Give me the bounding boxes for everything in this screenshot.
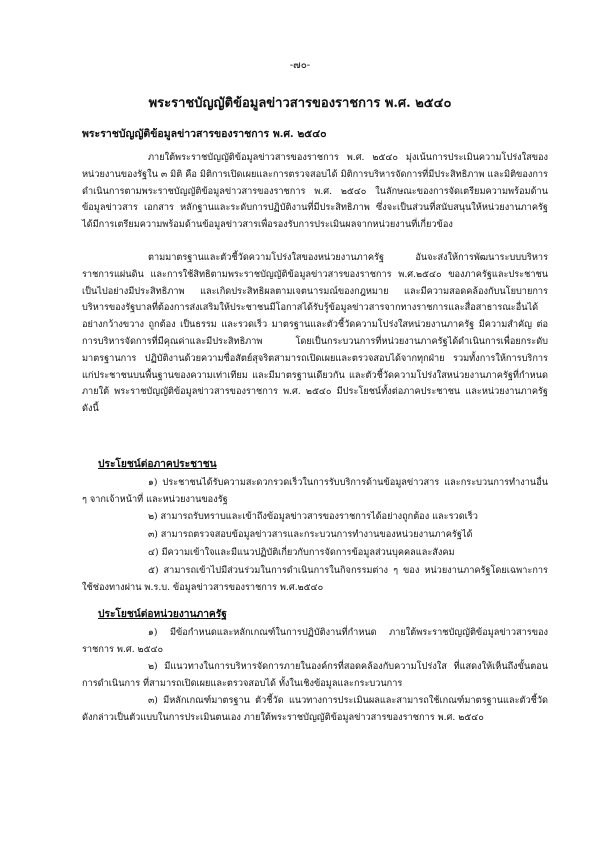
standards-paragraph bbox=[82, 250, 548, 418]
agency-benefit-item bbox=[82, 625, 548, 659]
intro-paragraph bbox=[82, 150, 548, 234]
public-benefit-text: ๔) มีความเข้าใจและมีแนวปฏิบัติเกี่ยวกับการจัดการข้อมูลส่วนบุคคลและสังคม bbox=[148, 547, 455, 558]
public-benefits-heading: ประโยชน์ต่อภาคประชาชน bbox=[98, 458, 217, 470]
public-benefit-item bbox=[82, 475, 548, 509]
public-benefit-item bbox=[82, 545, 548, 562]
public-benefit-item bbox=[82, 527, 548, 544]
agency-benefit-text: ๒) มีแนวทางในการบริหารจัดการภายในองค์กรที่สอดคล้องกับความโปร่งใส ที่แสดงให้เห็นถึงขั้นตอนการดำเนินการ ที่สามารถเปิดเผยและตรวจสอบได้ ทั้งในเชิงข้อมูลและกระบวนการ bbox=[82, 661, 548, 689]
public-benefit-text: ๕) สามารถเข้าไปมีส่วนร่วมในการดำเนินการในกิจกรรมต่าง ๆ ของ หน่วยงานภาครัฐโดยเฉพาะการใช้ช่องทางผ่าน พ.ร.บ. ข้อมูลข่าวสารของราชการ พ.ศ.๒๕๔๐ bbox=[82, 565, 548, 593]
agency-benefits-heading: ประโยชน์ต่อหน่วยงานภาครัฐ bbox=[98, 608, 227, 620]
agency-benefit-item bbox=[82, 659, 548, 693]
public-benefit-item bbox=[82, 563, 548, 597]
public-benefit-text: ๑) ประชาชนได้รับความสะดวกรวดเร็วในการรับบริการด้านข้อมูลข่าวสาร และกระบวนการทำงานอื่น ๆ จากเจ้าหน้าที่ และหน่วยงานของรัฐ bbox=[82, 477, 548, 505]
document-title: พระราชบัญญัติข้อมูลข่าวสารของราชการ พ.ศ. ๒๕๔๐ bbox=[148, 96, 452, 111]
agency-benefit-text: ๓) มีหลักเกณฑ์มาตรฐาน ตัวชี้วัด แนวทางการประเมินผลและสามารถใช้เกณฑ์มาตรฐานและตัวชี้วัดดังกล่าวเป็นตัวแบบในการประเมินตนเอง ภายใต้พระราชบัญญัติข้อมูลข่าวสารของราชการ พ.ศ. ๒๕๔๐ bbox=[82, 695, 548, 723]
public-benefit-text: ๓) สามารถตรวจสอบข้อมูลข่าวสารและกระบวนการทำงานของหน่วยงานภาครัฐได้ bbox=[148, 529, 473, 540]
public-benefit-item bbox=[82, 509, 548, 526]
intro-paragraph-text: ภายใต้พระราชบัญญัติข้อมูลข่าวสารของราชการ พ.ศ. ๒๕๔๐ มุ่งเน้นการประเมินความโปร่งใสของหน่วยงานของรัฐใน ๓ มิติ คือ มิติการเปิดเผยและการตรวจสอบได้ มิติการบริหารจัดการที่มีประสิทธิภาพ และมิติของการดำเนินการตามพระราชบัญญัติข้อมูลข่าวสารของราชการ พ.ศ. ๒๕๔๐ ในลักษณะของการจัดเตรียมความพร้อมด้านข้อมูลข่าวสาร เอกสาร หลักฐานและระดับการปฏิบัติงานที่มีประสิทธิภาพ ซึ่งจะเป็นส่วนที่สนับสนุนให้หน่วยงานภาครัฐได้มีการเตรียมความพร้อมด้านข้อมูลข่าวสารเพื่อรองรับการประเมินผลจากหน่วยงานที่เกี่ยวข้อง bbox=[82, 152, 548, 231]
section-subtitle: พระราชบัญญัติข้อมูลข่าวสารของราชการ พ.ศ. ๒๕๔๐ bbox=[82, 128, 327, 140]
agency-benefit-text: ๑) มีข้อกำหนดและหลักเกณฑ์ในการปฏิบัติงานที่กำหนด ภายใต้พระราชบัญญัติข้อมูลข่าวสารของราชการ พ.ศ. ๒๕๔๐ bbox=[82, 627, 548, 655]
public-benefit-text: ๒) สามารถรับทราบและเข้าถึงข้อมูลข่าวสารของราชการได้อย่างถูกต้อง และรวดเร็ว bbox=[148, 511, 478, 522]
agency-benefit-item bbox=[82, 693, 548, 727]
page-number: -๗๐- bbox=[289, 60, 311, 71]
standards-paragraph-text: ตามมาตรฐานและตัวชี้วัดความโปร่งใสของหน่วยงานภาครัฐ อันจะส่งให้การพัฒนาระบบบริหารราชการแผ่นดิน และการใช้สิทธิตามพระราชบัญญัติข้อมูลข่าวสารของราชการ พ.ศ.๒๕๔๐ ของภาครัฐและประชาชนเป็นไปอย่างมีประสิทธิภาพ และเกิดประสิทธิผลตามเจตนารมณ์ของกฎหมาย และมีความสอดคล้องกับนโยบายการบริหารของรัฐบาลที่ต้องการส่งเสริมให้ประชาชนมีโอกาสได้รับรู้ข้อมูลข่าวสารจากทางราชการและสื่อสาธารณะอื่นได้อย่างกว้างขวาง ถูกต้อง เป็นธรรม และรวดเร็ว มาตรฐานและตัวชี้วัดความโปร่งใสหน่วยงานภาครัฐ มีความสำคัญ ต่อการบริหารจัดการที่มีคุณค่าและมีประสิทธิภาพ โดยเป็นกระบวนการที่หน่วยงานภาครัฐได้ดำเนินการเพื่อยกระดับมาตรฐานการ ปฏิบัติงานด้วยความซื่อสัตย์สุจริตสามารถเปิดเผยและตรวจสอบได้จากทุกฝ่าย รวมทั้งการให้การบริการแก่ประชาชนบนพื้นฐานของความเท่าเทียม และมีมาตรฐานเดียวกัน และตัวชี้วัดความโปร่งใสหน่วยงานภาครัฐที่กำหนดภายใต้ พระราชบัญญัติข้อมูลข่าวสารของราชการ พ.ศ. ๒๕๔๐ มีประโยชน์ทั้งต่อภาคประชาชน และหน่วยงานภาครัฐ ดังนี้ bbox=[82, 252, 548, 415]
